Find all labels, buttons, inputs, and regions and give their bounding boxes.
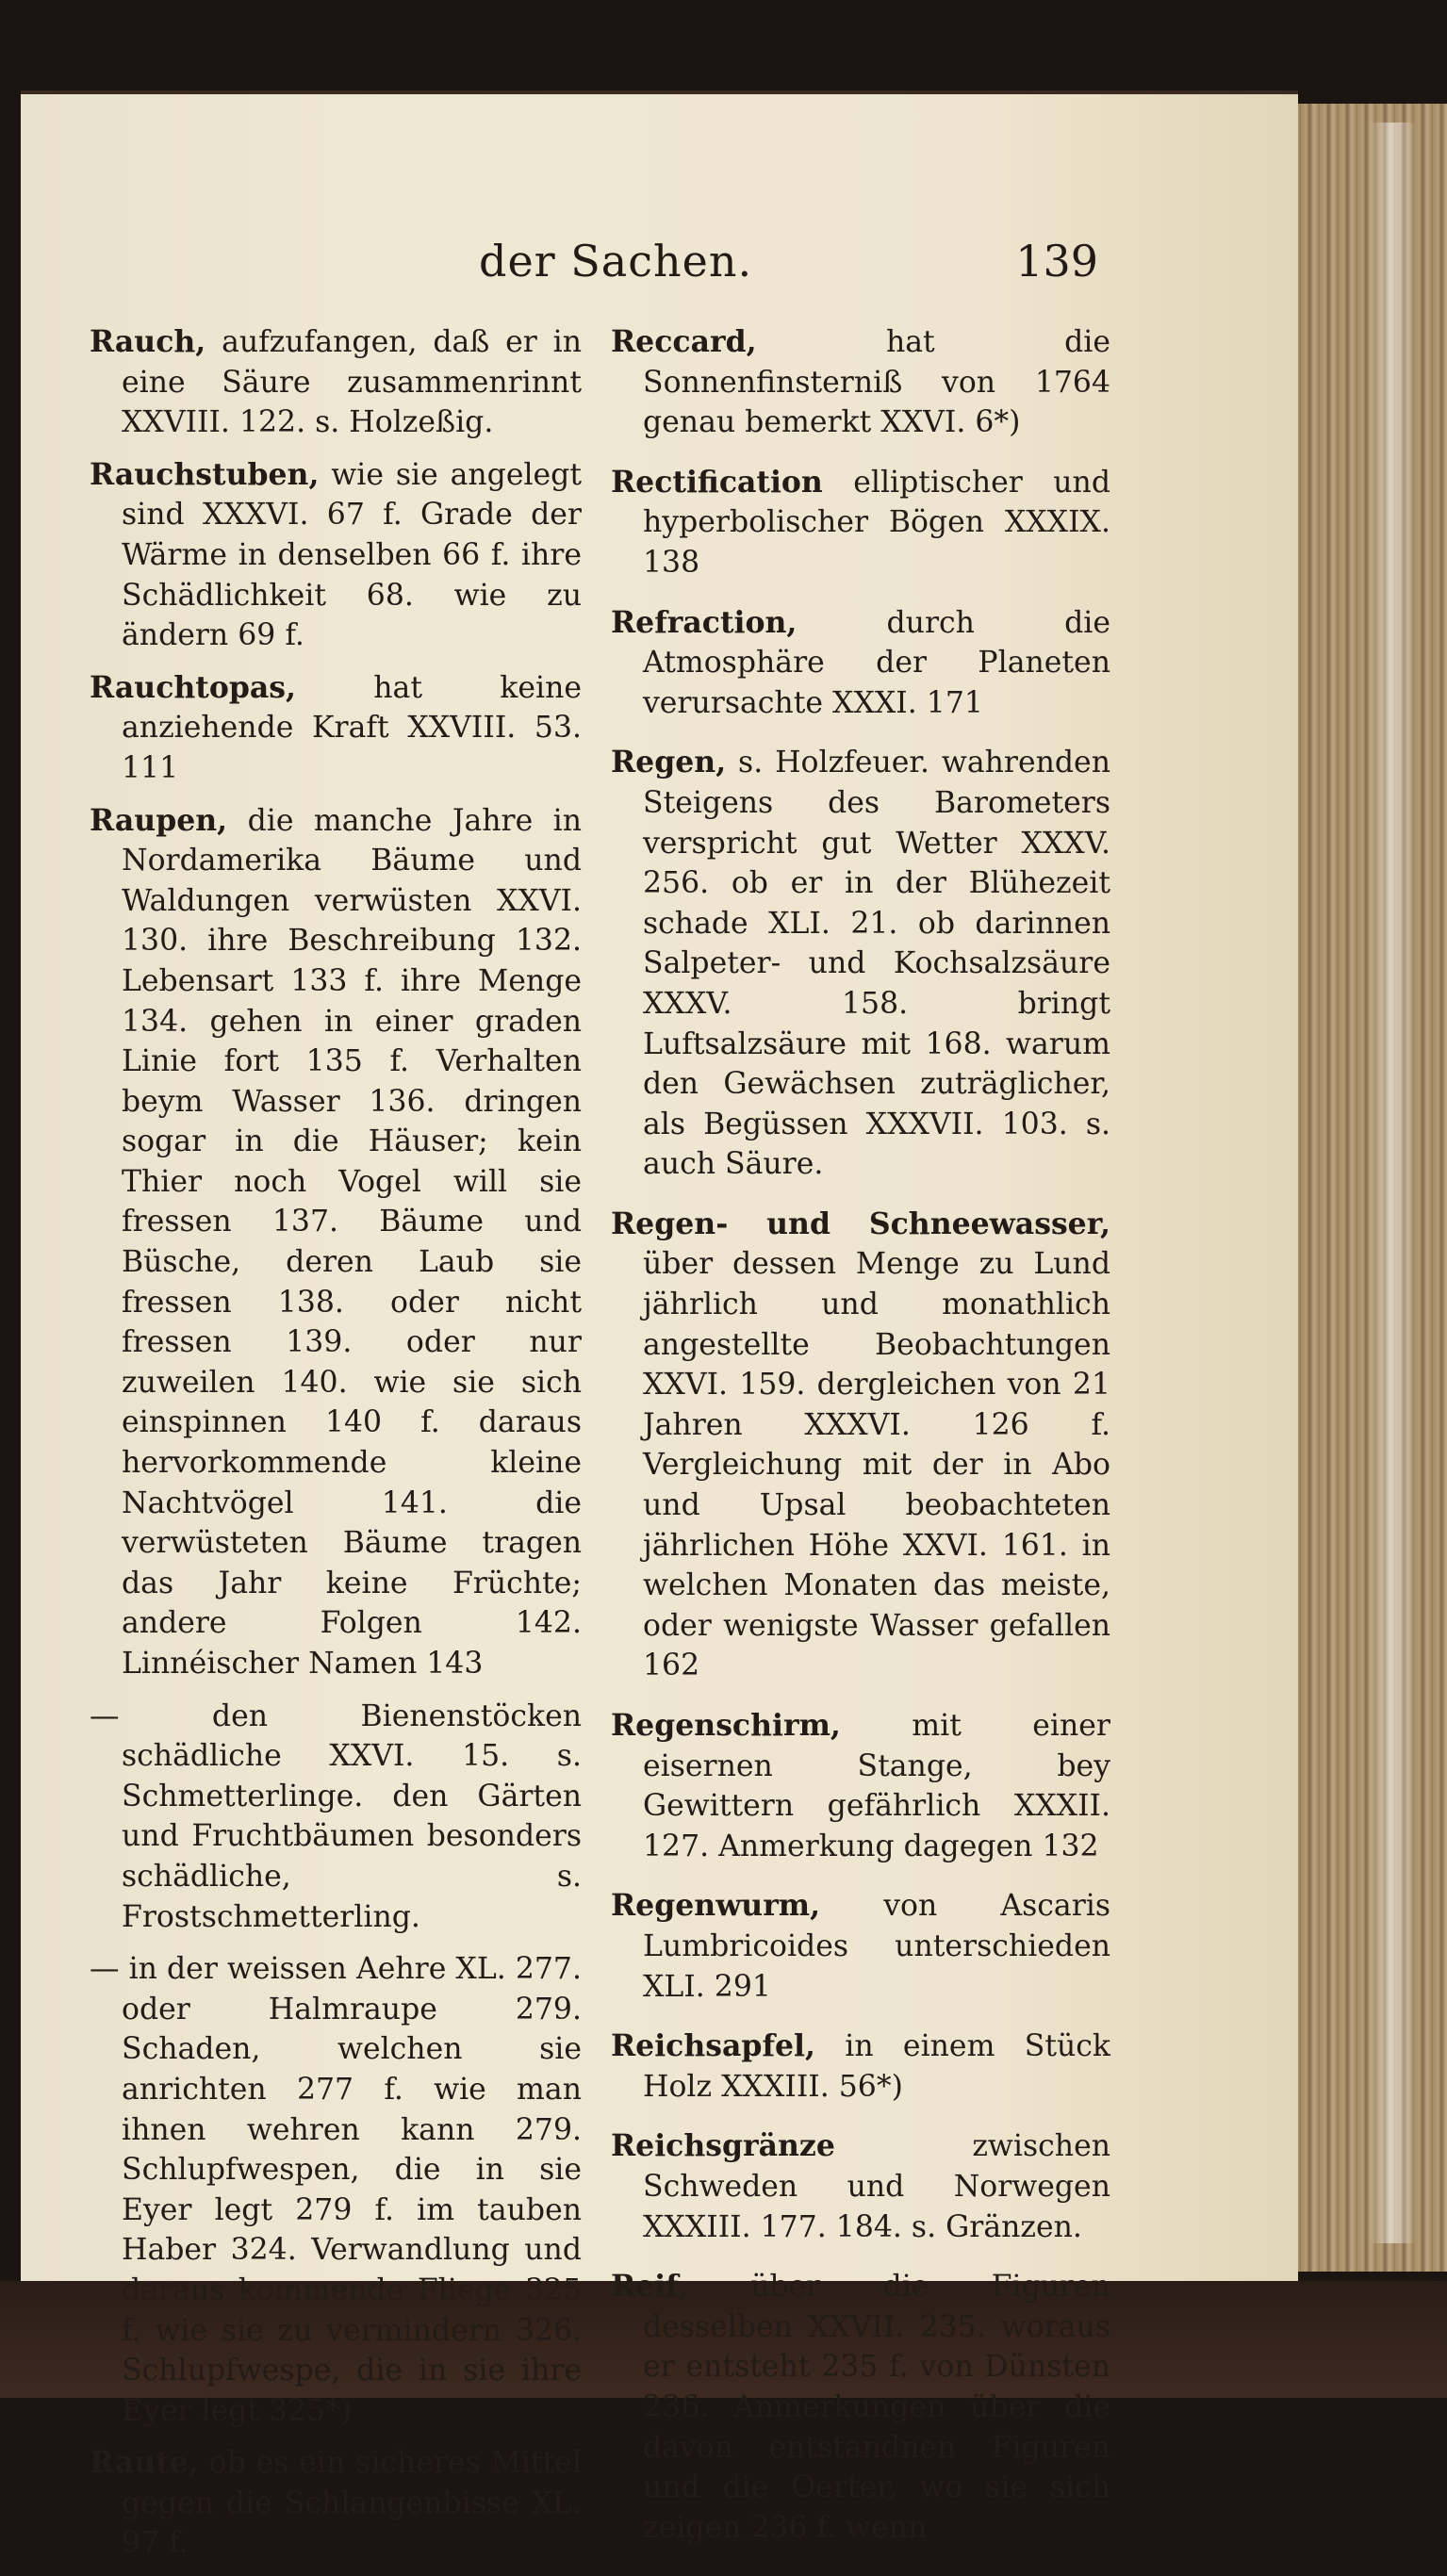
entry-text: Bienenstöcken schädliche XXVI. 15. s. Schmetterlinge. den Gärten und Fruchtbäumen besonders schädliche, s. Frostschmetterling. <box>122 1698 582 1934</box>
left-column <box>90 322 582 2576</box>
entry-keyword: Raupen, <box>90 802 228 838</box>
entry-keyword: Reichsgränze <box>611 2128 835 2164</box>
entry-text: von Ascaris Lumbricoides unterschieden XLI. 291 <box>643 1889 1110 2004</box>
entry-text: über die Figuren desselben XXVII. 235. woraus er entsteht 235 f. von Dünsten 236. Anmerkungen über die davon entstandnen Figuren und die Oerter, wo sie sich zeigen 236 f. wenn <box>643 2270 1110 2545</box>
entry-keyword: — den <box>90 1698 269 1733</box>
entry-text: über dessen Menge zu Lund jährlich und monathlich angestellte Beobachtungen XXVI. 159. dergleichen von 21 Jahren XXXVI. 126 f. Vergleichung mit der in Abo und Upsal beobachteten jährlichen Höhe XXVI. 161. in welchen Monaten das meiste, oder wenigste Wasser gefallen 162 <box>643 1247 1110 1683</box>
index-entry <box>611 2126 1110 2247</box>
index-subentry <box>90 1949 582 2431</box>
entry-keyword: Regenwurm, <box>611 1888 821 1924</box>
entry-text: wie sie angelegt sind XXXVI. 67 f. Grade der Wärme in denselben 66 f. ihre Schädlichkeit 68. wie zu ändern 69 f. <box>122 457 582 653</box>
entry-text: der weissen Aehre XL. 277. oder Halmraupe 279. Schaden, welchen sie anrichten 277 f. wie man ihnen wehren kann 279. Schlupfwespen, die in sie Eyer legt 279 f. im tauben Haber 324. Verwandlung und daraus kommende Fliege 325 f. wie sie zu vermindern 326. Schlupfwespe, die in sie ihre Eyer legt 325*) <box>122 1952 582 2428</box>
book-page-edges <box>1282 104 1447 2272</box>
right-column <box>611 322 1110 2568</box>
index-entry <box>611 743 1110 1185</box>
entry-text: aufzufangen, daß er in eine Säure zusammenrinnt XXVIII. 122. s. Holzeßig. <box>122 325 582 440</box>
index-entry <box>611 322 1110 443</box>
entry-text: mit einer eisernen Stange, bey Gewittern gefährlich XXXII. 127. Anmerkung dagegen 132 <box>643 1709 1110 1863</box>
index-entry <box>90 668 582 789</box>
entry-text: elliptischer und hyperbolischer Bögen XXXIX. 138 <box>643 465 1110 580</box>
entry-keyword: Reccard, <box>611 324 757 359</box>
entry-keyword: Reif, <box>611 2269 689 2305</box>
page-edge-highlight <box>1372 123 1414 2243</box>
entry-text: ob es ein sicheres Mittel gegen die Schlangenbisse XL. 97 f. <box>122 2446 582 2561</box>
entry-text: zwischen Schweden und Norwegen XXXIII. 177. 184. s. Gränzen. <box>643 2129 1110 2244</box>
index-entry <box>90 2443 582 2564</box>
index-entry <box>611 2026 1110 2107</box>
entry-text: s. Holzfeuer. wahrenden Steigens des Barometers verspricht gut Wetter XXXV. 256. ob er in der Blühezeit schade XLI. 21. ob darinnen Salpeter- und Kochsalzsäure XXXV. 158. bringt Luftsalzsäure mit 168. warum den Gewächsen zuträglicher, als Begüssen XXXVII. 103. s. auch Säure. <box>643 746 1110 1182</box>
header-title: der Sachen. <box>479 236 753 287</box>
entry-text: hat die Sonnenfinsterniß von 1764 genau bemerkt XXVI. 6*) <box>643 325 1110 440</box>
page-number: 139 <box>1015 236 1098 287</box>
index-entry <box>611 1205 1110 1686</box>
entry-keyword: Regen, <box>611 745 727 780</box>
entry-keyword: Rauchtopas, <box>90 669 296 705</box>
entry-text: hat keine anziehende Kraft XXVIII. 53. 111 <box>122 670 582 785</box>
index-subentry <box>90 1697 582 1938</box>
index-entry <box>90 801 582 1684</box>
running-header <box>471 236 1098 302</box>
entry-keyword: Rauchstuben, <box>90 456 320 492</box>
entry-text: die manche Jahre in Nordamerika Bäume und Waldungen verwüsten XXVI. 130. ihre Beschreibung 132. Lebensart 133 f. ihre Menge 134. gehen in einer graden Linie fort 135 f. Verhalten beym Wasser 136. dringen sogar in die Häuser; kein Thier noch Vogel will sie fressen 137. Bäume und Büsche, deren Laub sie fressen 138. oder nicht fressen 139. oder nur zuweilen 140. wie sie sich einspinnen 140 f. daraus hervorkommende kleine Nachtvögel 141. die verwüsteten Bäume tragen das Jahr keine Früchte; andere Folgen 142. Linnéischer Namen 143 <box>122 803 582 1681</box>
entry-text: durch die Atmosphäre der Planeten verursachte XXXI. 171 <box>643 605 1110 720</box>
entry-keyword: Rauch, <box>90 324 206 359</box>
entry-keyword: Rectification <box>611 464 823 500</box>
index-entry <box>611 1886 1110 2007</box>
entry-keyword: — in <box>90 1952 157 1987</box>
index-entry <box>611 463 1110 583</box>
index-entry <box>90 455 582 656</box>
index-entry <box>611 2267 1110 2548</box>
entry-keyword: Refraction, <box>611 604 797 640</box>
index-entry <box>611 603 1110 724</box>
entry-keyword: Regenschirm, <box>611 1708 841 1743</box>
entry-keyword: Reichsapfel, <box>611 2028 815 2064</box>
entry-text: in einem Stück Holz XXXIII. 56*) <box>643 2029 1110 2104</box>
index-entry <box>611 1706 1110 1866</box>
entry-keyword: Raute, <box>90 2445 199 2481</box>
entry-keyword: Regen- und Schneewasser, <box>611 1206 1110 1241</box>
index-entry <box>90 322 582 443</box>
